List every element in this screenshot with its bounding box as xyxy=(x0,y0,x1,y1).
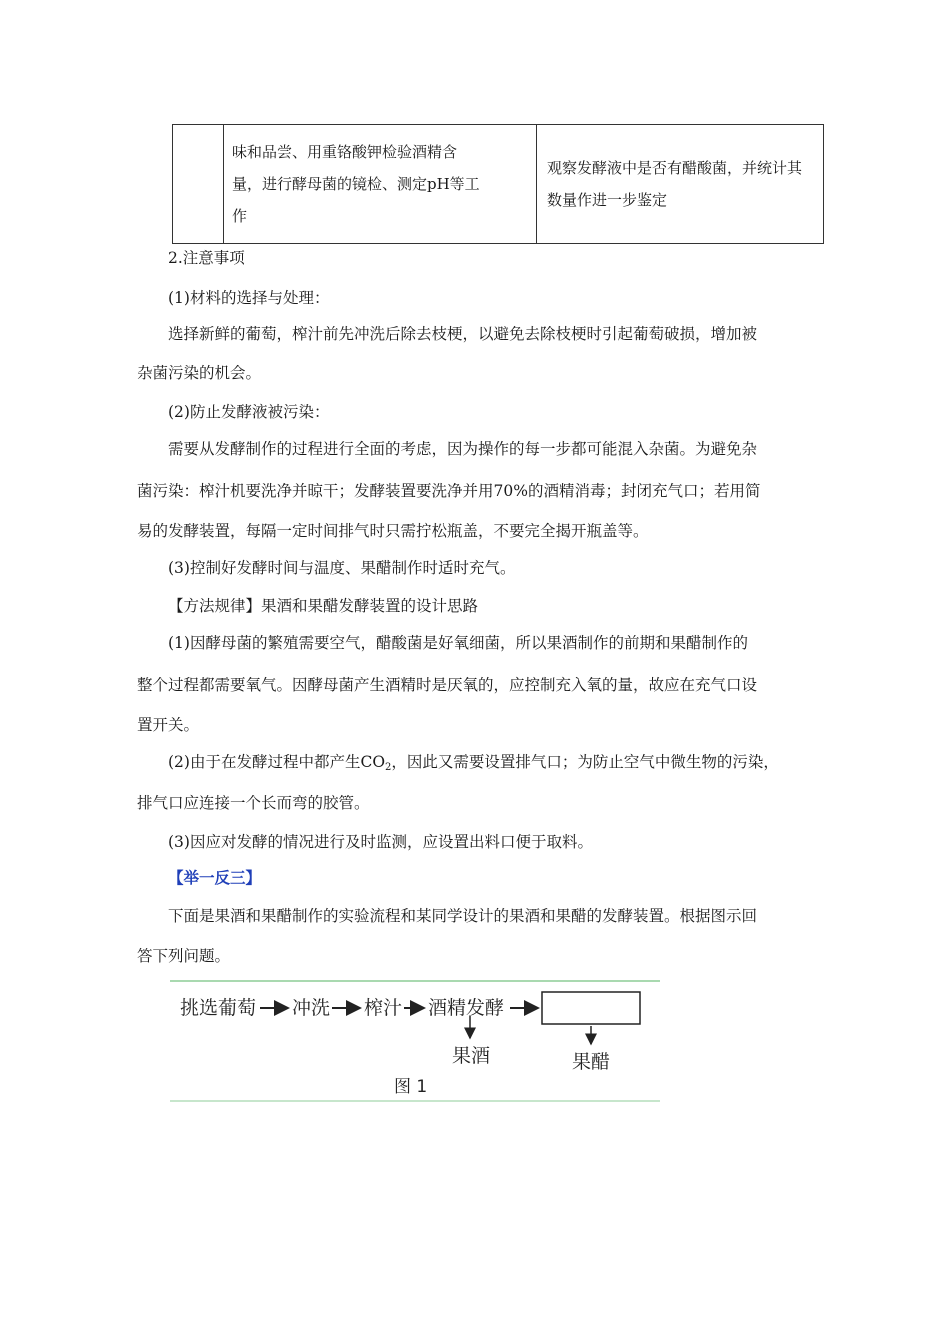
example-tag: 【举一反三】 xyxy=(168,868,262,887)
step-label: 挑选葡萄 xyxy=(180,997,257,1019)
table-line: 作 xyxy=(232,207,248,225)
method-line: 置开关。 xyxy=(137,716,200,734)
table-cell-steps xyxy=(224,125,537,244)
figure-caption: 图 1 xyxy=(394,1077,428,1097)
table-line: 味和品尝、用重铬酸钾检验酒精含 xyxy=(232,143,458,161)
item2-title: (2)防止发酵液被污染： xyxy=(168,403,330,421)
table-cell-check xyxy=(537,125,824,244)
method-line: (3)因应对发酵的情况进行及时监测，应设置出料口便于取料。 xyxy=(168,833,593,851)
table-line: 数量作进一步鉴定 xyxy=(547,191,668,209)
table-cell-empty xyxy=(173,125,224,244)
question-line: 下面是果酒和果醋制作的实验流程和某同学设计的果酒和果醋的发酵装置。根据图示回 xyxy=(168,907,758,925)
method-line: (1)因酵母菌的繁殖需要空气，醋酸菌是好氧细菌，所以果酒制作的前期和果醋制作的 xyxy=(168,634,748,652)
method-title: 【方法规律】果酒和果醋发酵装置的设计思路 xyxy=(168,597,479,615)
item1-line: 杂菌污染的机会。 xyxy=(137,364,262,382)
question-line: 答下列问题。 xyxy=(137,947,231,965)
item1-line: 选择新鲜的葡萄，榨汁前先冲洗后除去枝梗，以避免去除枝梗时引起葡萄破损，增加被 xyxy=(168,325,758,343)
table-line: 量，进行酵母菌的镜检、测定pH等工 xyxy=(232,175,480,193)
item2-line: 易的发酵装置，每隔一定时间排气时只需拧松瓶盖，不要完全揭开瓶盖等。 xyxy=(137,522,649,540)
method-line: (2)由于在发酵过程中都产生$CO_2$，因此又需要设置排气口；为防止空气中微生物的污染， xyxy=(168,753,779,773)
item3-line: (3)控制好发酵时间与温度、果醋制作时适时充气。 xyxy=(168,559,516,577)
item1-title: (1)材料的选择与处理： xyxy=(168,289,330,307)
flow-diagram-figure xyxy=(170,980,660,1102)
output-label: 果酒 xyxy=(452,1045,491,1067)
process-table xyxy=(172,124,824,244)
item2-line: 菌污染：榨汁机要洗净并晾干；发酵装置要洗净并用70%的酒精消毒；封闭充气口；若用简 xyxy=(137,482,761,500)
output-label: 果醋 xyxy=(572,1051,611,1073)
method-line: 整个过程都需要氧气。因酵母菌产生酒精时是厌氧的，应控制充入氧的量，故应在充气口设 xyxy=(137,676,758,694)
section-title: 2.注意事项 xyxy=(168,249,245,267)
step-label: 冲洗 xyxy=(292,997,331,1019)
item2-line: 需要从发酵制作的过程进行全面的考虑，因为操作的每一步都可能混入杂菌。为避免杂 xyxy=(168,440,758,458)
table-line: 观察发酵液中是否有醋酸菌，并统计其 xyxy=(547,159,803,177)
step-label: 酒精发酵 xyxy=(428,997,505,1019)
step-label: 榨汁 xyxy=(364,997,403,1019)
method-line: 排气口应连接一个长而弯的胶管。 xyxy=(137,794,370,812)
